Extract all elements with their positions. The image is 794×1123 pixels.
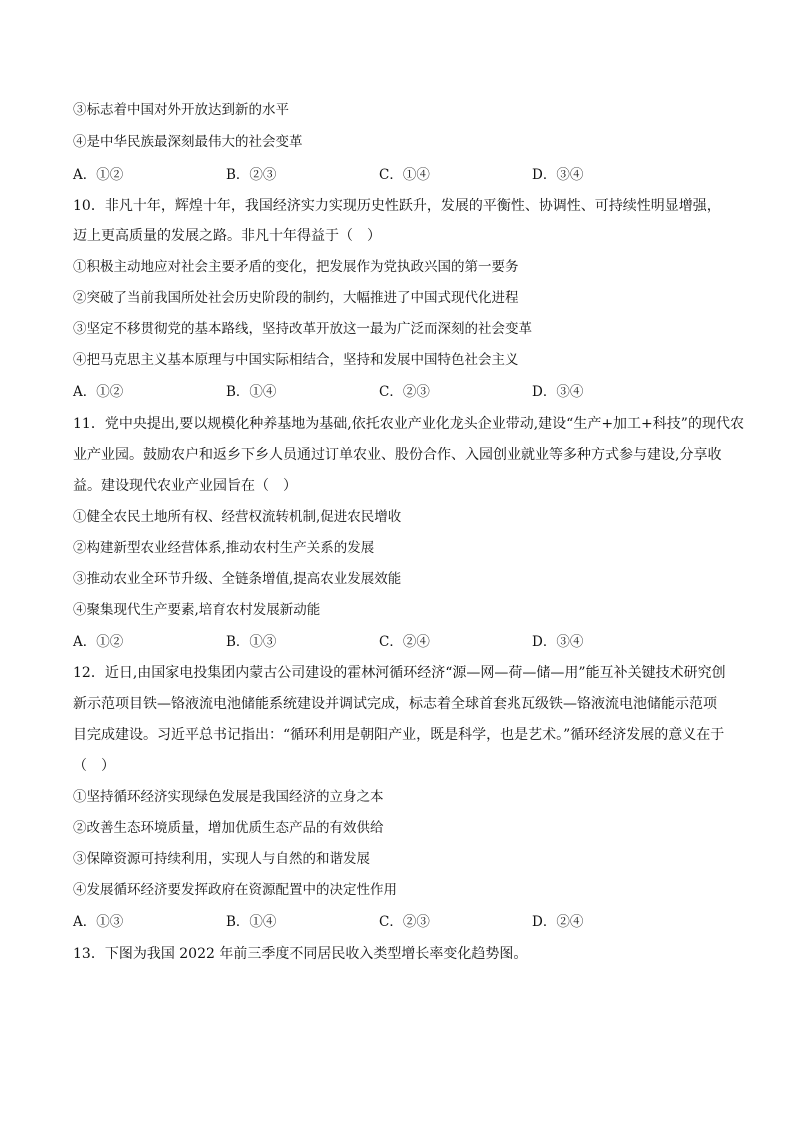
q10-item-2: ②突破了当前我国所处社会历史阶段的制约，大幅推进了中国式现代化进程	[73, 290, 519, 306]
q11-option-b[interactable]: B．①③	[226, 634, 277, 650]
q11-item-1: ①健全农民土地所有权、经营权流转机制,促进农民增收	[73, 509, 402, 525]
q12-stem-line-3: 目完成建设。习近平总书记指出：“循环利用是朝阳产业，既是科学，也是艺术。”循环经济发展的意义在于	[73, 727, 725, 743]
q12-item-3: ③保障资源可持续利用，实现人与自然的和谐发展	[73, 851, 370, 867]
q11-item-2: ②构建新型农业经营体系,推动农村生产关系的发展	[73, 540, 375, 556]
q10-option-c[interactable]: C．②③	[379, 384, 430, 400]
q10-item-1: ①积极主动地应对社会主要矛盾的变化，把发展作为党执政兴国的第一要务	[73, 259, 519, 275]
q11-options	[73, 632, 733, 652]
q11-option-a[interactable]: A．①②	[73, 634, 124, 650]
q9-item-3: ③标志着中国对外开放达到新的水平	[73, 102, 289, 118]
q10-options	[73, 382, 733, 402]
q9-option-c[interactable]: C．①④	[379, 167, 430, 183]
q11-stem-line-3: 益。建设现代农业产业园旨在（ ）	[73, 478, 297, 494]
q12-item-1: ①坚持循环经济实现绿色发展是我国经济的立身之本	[73, 789, 384, 805]
q10-option-a[interactable]: A．①②	[73, 384, 124, 400]
q11-option-d[interactable]: D．③④	[532, 634, 584, 650]
q10-option-b[interactable]: B．①④	[226, 384, 277, 400]
q12-option-a[interactable]: A．①③	[73, 914, 124, 930]
q12-options	[73, 912, 733, 932]
q9-options	[73, 165, 733, 185]
q11-item-3: ③推动农业全环节升级、全链条增值,提高农业发展效能	[73, 571, 402, 587]
q9-item-4: ④是中华民族最深刻最伟大的社会变革	[73, 134, 303, 150]
q11-item-4: ④聚集现代生产要素,培育农村发展新动能	[73, 602, 321, 618]
q12-option-c[interactable]: C．②③	[379, 914, 430, 930]
q12-stem-line-2: 新示范项目铁—铬液流电池储能系统建设并调试完成，标志着全球首套兆瓦级铁—铬液流电池储能示范项	[73, 696, 717, 712]
q9-option-a[interactable]: A．①②	[73, 167, 124, 183]
q12-option-d[interactable]: D．②④	[532, 914, 584, 930]
q12-stem-line-4: （ ）	[73, 758, 115, 774]
q10-stem-line-1: 10．非凡十年，辉煌十年，我国经济实力实现历史性跃升，发展的平衡性、协调性、可持续性明显增强，	[73, 198, 721, 214]
q12-option-b[interactable]: B．①④	[226, 914, 277, 930]
q11-stem-line-1: 11．党中央提出,要以规模化种养基地为基础,依托农业产业化龙头企业带动,建设“生产+加工+科技”的现代农	[73, 416, 744, 432]
q10-item-3: ③坚定不移贯彻党的基本路线，坚持改革开放这一最为广泛而深刻的社会变革	[73, 321, 532, 337]
q9-option-b[interactable]: B．②③	[226, 167, 277, 183]
q10-stem-line-2: 迈上更高质量的发展之路。非凡十年得益于（ ）	[73, 228, 381, 244]
q10-option-d[interactable]: D．③④	[532, 384, 584, 400]
q12-item-4: ④发展循环经济要发挥政府在资源配置中的决定性作用	[73, 882, 397, 898]
q9-option-d[interactable]: D．③④	[532, 167, 584, 183]
q12-stem-line-1: 12．近日,由国家电投集团内蒙古公司建设的霍林河循环经济“源—网—荷—储—用”能互补关键技术研究创	[73, 665, 726, 681]
q12-item-2: ②改善生态环境质量，增加优质生态产品的有效供给	[73, 820, 384, 836]
q13-stem: 13．下图为我国 2022 年前三季度不同居民收入类型增长率变化趋势图。	[73, 946, 528, 962]
q10-item-4: ④把马克思主义基本原理与中国实际相结合，坚持和发展中国特色社会主义	[73, 352, 519, 368]
q11-option-c[interactable]: C．②④	[379, 634, 430, 650]
q11-stem-line-2: 业产业园。鼓励农户和返乡下乡人员通过订单农业、股份合作、入园创业就业等多种方式参与建设,分享收	[73, 447, 722, 463]
